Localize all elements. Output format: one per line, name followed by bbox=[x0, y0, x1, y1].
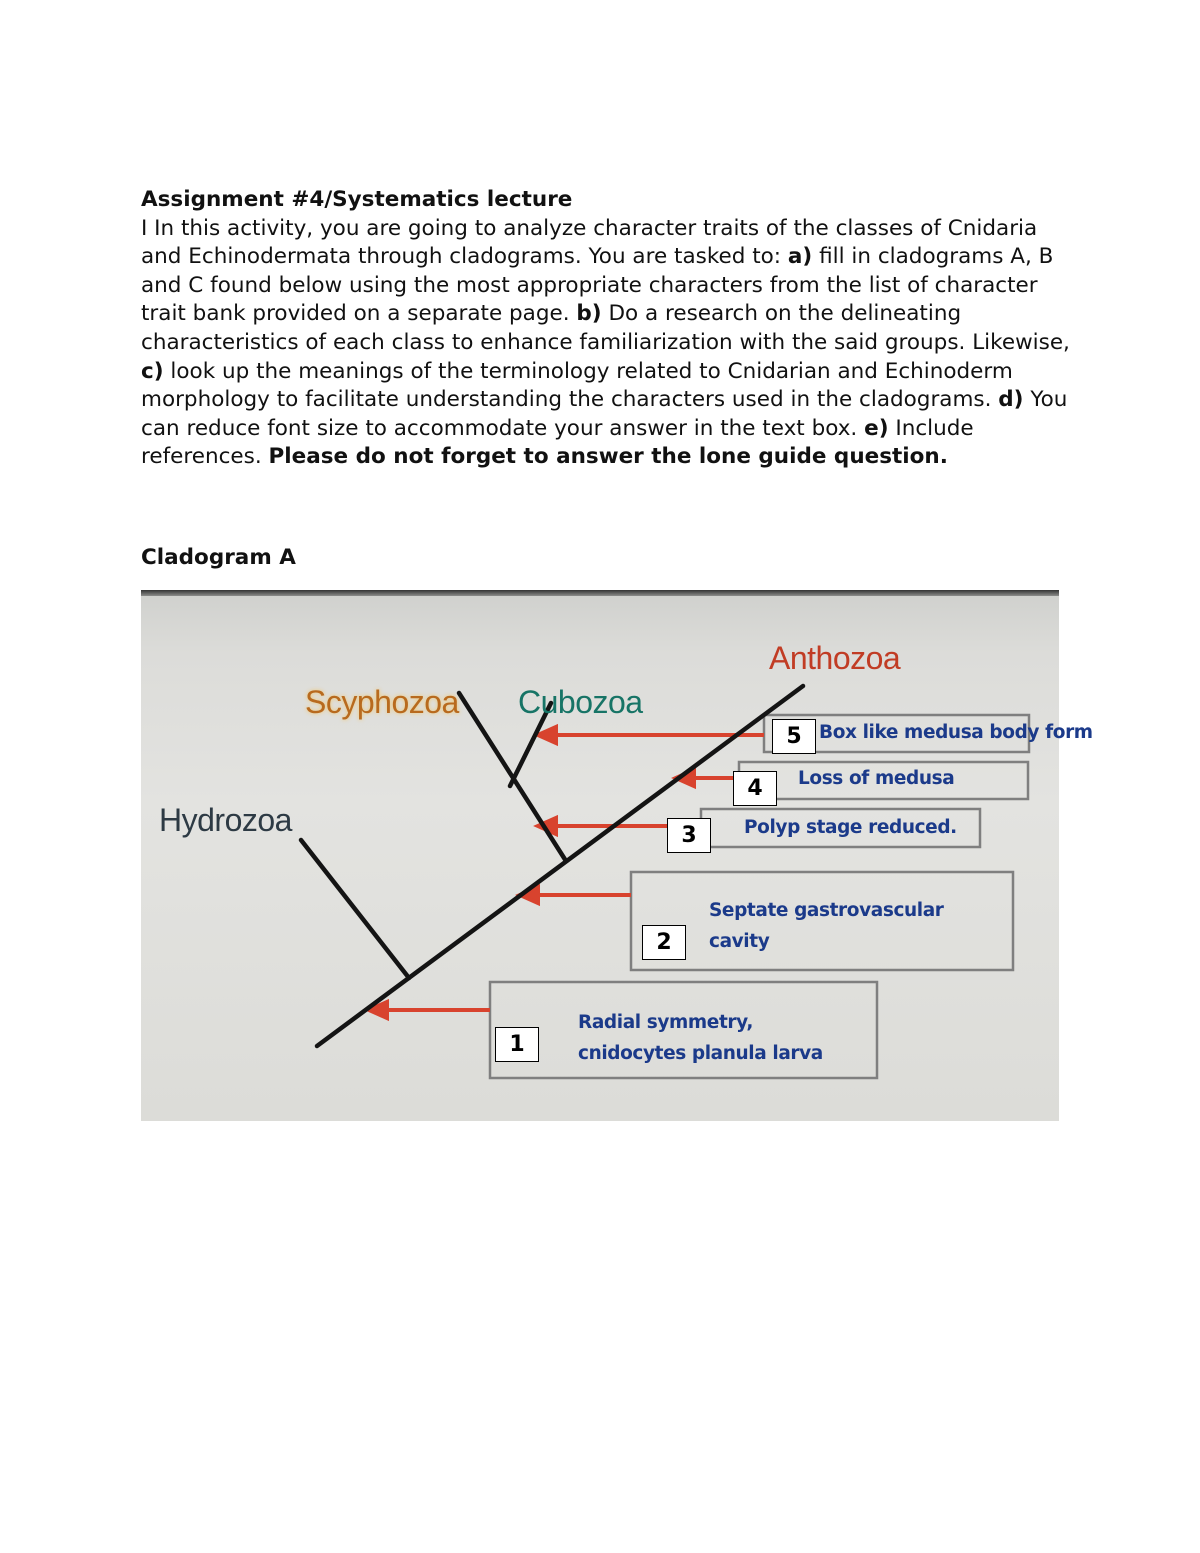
instruction-bold-run: d) bbox=[998, 387, 1024, 413]
instruction-bold-run: c) bbox=[141, 358, 164, 384]
number-box-4: 4 bbox=[733, 771, 777, 806]
character-4: Loss of medusa bbox=[798, 768, 955, 789]
number-box-5: 5 bbox=[772, 719, 816, 754]
arrow-5-head bbox=[538, 727, 556, 743]
assignment-text bbox=[141, 186, 1071, 472]
instruction-run: Do a research on the delineating characteristics of each class to enhance familiarization with the said groups. Likewise, bbox=[141, 301, 1070, 355]
number-box-2: 2 bbox=[642, 925, 686, 960]
instruction-bold-run: Please do not forget to answer the lone guide question. bbox=[268, 444, 948, 470]
instruction-run: You can reduce font size to accommodate your answer in the text box. bbox=[141, 387, 1068, 441]
instruction-bold-run: e) bbox=[864, 415, 889, 441]
taxon-anthozoa: Anthozoa bbox=[769, 640, 901, 676]
character-2-line-1: Septate gastrovascular bbox=[709, 900, 944, 921]
branch-hydrozoa bbox=[301, 840, 409, 978]
taxon-scyphozoa: Scyphozoa bbox=[305, 684, 459, 720]
instruction-bold-run: b) bbox=[576, 301, 602, 327]
instruction-run: Include references. bbox=[141, 415, 974, 470]
instruction-run: fill in cladograms A, B and C found below using the most appropriate characters from the list of character trait bank provided on a separate page. bbox=[141, 244, 1054, 327]
number-box-1: 1 bbox=[495, 1027, 539, 1062]
taxon-cubozoa: Cubozoa bbox=[518, 684, 643, 720]
instruction-run: look up the meanings of the terminology related to Cnidarian and Echinoderm morphology to facilitate understanding the characters used in the cladograms. bbox=[141, 358, 1013, 413]
assignment-instructions bbox=[141, 215, 1071, 472]
main-branch bbox=[317, 686, 803, 1046]
character-3: Polyp stage reduced. bbox=[744, 817, 957, 838]
taxon-hydrozoa: Hydrozoa bbox=[159, 802, 292, 838]
instruction-bold-run: a) bbox=[787, 244, 813, 270]
assignment-title: Assignment #4/Systematics lecture bbox=[141, 187, 573, 212]
character-2-line-2: cavity bbox=[709, 931, 770, 952]
number-box-3: 3 bbox=[667, 818, 711, 853]
character-5: Box like medusa body form bbox=[819, 722, 1093, 743]
character-1-line-2: cnidocytes planula larva bbox=[578, 1043, 823, 1064]
instruction-run: I In this activity, you are going to analyze character traits of the classes of Cnidaria and Echinodermata through cladograms. You are tasked to: bbox=[141, 215, 1038, 270]
cladogram-heading: Cladogram A bbox=[141, 545, 296, 570]
character-1-line-1: Radial symmetry, bbox=[578, 1012, 753, 1033]
cladogram-image bbox=[141, 590, 1093, 1121]
